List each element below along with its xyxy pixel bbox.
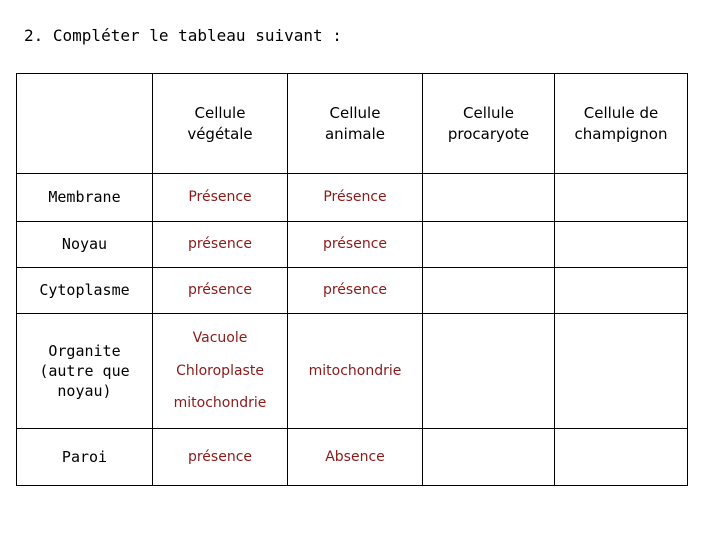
table-row (17, 222, 688, 268)
header-cellule-vegetale: Cellule végétale (153, 74, 288, 174)
header-cellule-animale: Cellule animale (288, 74, 423, 174)
cell-paroi-procaryote (423, 429, 555, 486)
row-label-noyau: Noyau (17, 222, 153, 268)
cell-organite-vegetale (153, 314, 288, 429)
cell-organite-champignon (555, 314, 688, 429)
organite-vacuole: Vacuole (192, 329, 248, 346)
cell-membrane-animale: Présence (288, 174, 423, 222)
cell-paroi-champignon (555, 429, 688, 486)
cell-cytoplasme-animale: présence (288, 268, 423, 314)
cell-cytoplasme-champignon (555, 268, 688, 314)
header-cellule-procaryote: Cellule procaryote (423, 74, 555, 174)
header-cellule-champignon: Cellule de champignon (555, 74, 688, 174)
table-row (17, 174, 688, 222)
row-label-paroi: Paroi (17, 429, 153, 486)
cell-noyau-vegetale: présence (153, 222, 288, 268)
cell-organite-animale: mitochondrie (288, 314, 423, 429)
row-label-cytoplasme: Cytoplasme (17, 268, 153, 314)
table-row (17, 429, 688, 486)
cell-cytoplasme-vegetale: présence (153, 268, 288, 314)
cell-noyau-champignon (555, 222, 688, 268)
organite-chloroplaste: Chloroplaste (176, 362, 264, 379)
cell-paroi-animale: Absence (288, 429, 423, 486)
row-label-membrane: Membrane (17, 174, 153, 222)
cell-cytoplasme-procaryote (423, 268, 555, 314)
row-label-organite: Organite (autre que noyau) (17, 314, 153, 429)
table-header-row (17, 74, 688, 174)
cell-organite-procaryote (423, 314, 555, 429)
organite-mitochondrie: mitochondrie (173, 395, 267, 412)
cell-membrane-procaryote (423, 174, 555, 222)
table-row (17, 314, 688, 429)
cell-membrane-vegetale: Présence (153, 174, 288, 222)
cell-noyau-animale: présence (288, 222, 423, 268)
comparison-table (16, 73, 688, 486)
table-row (17, 268, 688, 314)
cell-noyau-procaryote (423, 222, 555, 268)
exercise-title: 2. Compléter le tableau suivant : (24, 26, 342, 45)
cell-membrane-champignon (555, 174, 688, 222)
cell-paroi-vegetale: présence (153, 429, 288, 486)
header-empty-cell (17, 74, 153, 174)
